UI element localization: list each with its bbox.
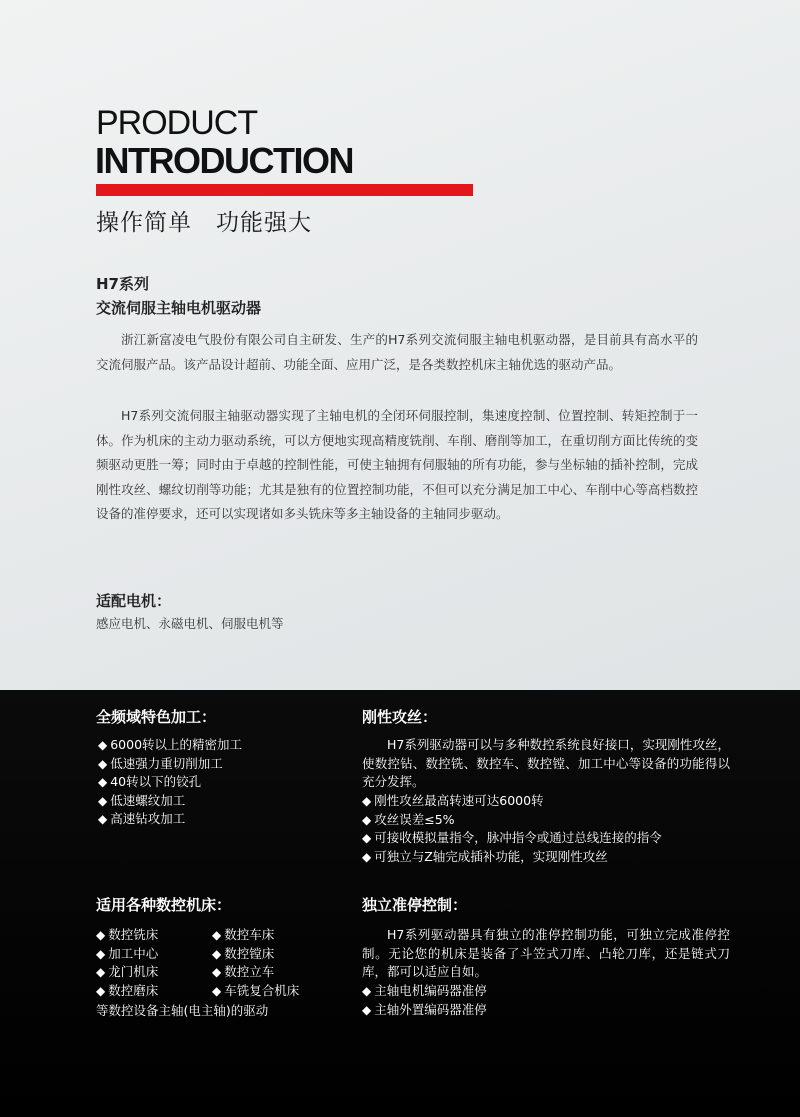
orient-title: 独立准停控制： bbox=[362, 896, 468, 914]
title-underline-bar bbox=[96, 184, 473, 196]
diamond-bullet-icon: ◆ bbox=[98, 775, 108, 789]
tapping-list bbox=[362, 792, 662, 866]
list-item: ◆ 加工中心 bbox=[96, 945, 159, 961]
machines-grid bbox=[96, 926, 336, 1000]
tapping-text: H7系列驱动器可以与多种数控系统良好接口，实现刚性攻丝，使数控钻、数控铣、数控车、数控镗、加工中心等设备的功能得以充分发挥。 bbox=[362, 737, 730, 789]
diamond-bullet-icon: ◆ bbox=[362, 984, 372, 998]
list-item: ◆ 数控立车 bbox=[212, 964, 275, 979]
diamond-bullet-icon: ◆ bbox=[96, 946, 106, 961]
orient-text: H7系列驱动器具有独立的准停控制功能，可独立完成准停控制。无论您的机床是装备了斗笠式刀库、凸轮刀库，还是链式刀库，都可以适应自如。 bbox=[362, 927, 730, 979]
list-item: ◆ 高速钻攻加工 bbox=[98, 811, 186, 826]
list-item: ◆ 主轴外置编码器准停 bbox=[362, 1001, 487, 1017]
diamond-bullet-icon: ◆ bbox=[98, 756, 108, 771]
diamond-bullet-icon: ◆ bbox=[212, 928, 222, 942]
diamond-bullet-icon: ◆ bbox=[96, 928, 106, 942]
diamond-bullet-icon: ◆ bbox=[362, 794, 372, 808]
list-item: ◆ 主轴电机编码器准停 bbox=[362, 983, 487, 998]
tapping-title: 刚性攻丝： bbox=[362, 708, 438, 726]
title-product: PRODUCT bbox=[96, 104, 258, 142]
orient-list bbox=[362, 982, 487, 1019]
diamond-bullet-icon: ◆ bbox=[362, 849, 372, 864]
product-heading bbox=[96, 272, 261, 320]
diamond-bullet-icon: ◆ bbox=[362, 812, 372, 827]
list-item: ◆ 40转以下的铰孔 bbox=[98, 774, 202, 789]
list-item: ◆ 6000转以上的精密加工 bbox=[98, 737, 243, 752]
series-name: H7系列 bbox=[96, 275, 149, 293]
machines-footer: 等数控设备主轴(电主轴)的驱动 bbox=[96, 1003, 269, 1018]
list-item: ◆ 攻丝误差≤5% bbox=[362, 811, 455, 827]
list-item: ◆ 车铣复合机床 bbox=[212, 982, 300, 998]
list-item: ◆ 数控镗床 bbox=[212, 945, 275, 961]
diamond-bullet-icon: ◆ bbox=[362, 1002, 372, 1017]
diamond-bullet-icon: ◆ bbox=[212, 983, 222, 998]
list-item: ◆ 可接收模拟量指令，脉冲指令或通过总线连接的指令 bbox=[362, 830, 662, 845]
list-item: ◆ 数控磨床 bbox=[96, 982, 159, 998]
intro-paragraph-1: 浙江新富凌电气股份有限公司自主研发、生产的H7系列交流伺服主轴电机驱动器，是目前具有高水平的交流伺服产品。该产品设计超前、功能全面、应用广泛，是各类数控机床主轴优选的驱动产品。 bbox=[96, 332, 698, 372]
list-item: ◆ 数控铣床 bbox=[96, 927, 159, 942]
diamond-bullet-icon: ◆ bbox=[98, 793, 108, 808]
intro-paragraph-2: H7系列交流伺服主轴驱动器实现了主轴电机的全闭环伺服控制，集速度控制、位置控制、转矩控制于一体。作为机床的主动力驱动系统，可以方便地实现高精度铣削、车削、磨削等加工，在重切削方面比传统的变频驱动更胜一筹；同时由于卓越的控制性能，可使主轴拥有伺服轴的所有功能，参与坐标轴的插补控制，完成刚性攻丝、螺纹切削等功能；尤其是独有的位置控制功能，不但可以充分满足加工中心、车削中心等高档数控设备的准停要求，还可以实现诸如多头铣床等多主轴设备的主轴同步驱动。 bbox=[96, 408, 698, 521]
diamond-bullet-icon: ◆ bbox=[98, 812, 108, 826]
title-introduction: INTRODUCTION bbox=[95, 140, 353, 181]
diamond-bullet-icon: ◆ bbox=[96, 983, 106, 998]
product-name: 交流伺服主轴电机驱动器 bbox=[96, 299, 262, 317]
diamond-bullet-icon: ◆ bbox=[212, 946, 222, 961]
diamond-bullet-icon: ◆ bbox=[98, 738, 108, 752]
features-title: 全频域特色加工： bbox=[96, 708, 217, 726]
list-item: ◆ 可独立与Z轴完成插补功能，实现刚性攻丝 bbox=[362, 848, 608, 864]
motors-text: 感应电机、永磁电机、伺服电机等 bbox=[96, 616, 284, 631]
slogan: 操作简单 功能强大 bbox=[96, 210, 312, 236]
list-item: ◆ 低速强力重切削加工 bbox=[98, 755, 223, 771]
list-item: ◆ 龙门机床 bbox=[96, 964, 159, 979]
list-item: ◆ 低速螺纹加工 bbox=[98, 792, 186, 808]
machines-title: 适用各种数控机床： bbox=[96, 896, 232, 914]
features-list bbox=[98, 736, 242, 829]
list-item: ◆ 数控车床 bbox=[212, 927, 275, 942]
motors-title: 适配电机： bbox=[96, 592, 172, 610]
diamond-bullet-icon: ◆ bbox=[362, 831, 372, 845]
diamond-bullet-icon: ◆ bbox=[212, 965, 222, 979]
diamond-bullet-icon: ◆ bbox=[96, 965, 106, 979]
list-item: ◆ 刚性攻丝最高转速可达6000转 bbox=[362, 793, 544, 808]
